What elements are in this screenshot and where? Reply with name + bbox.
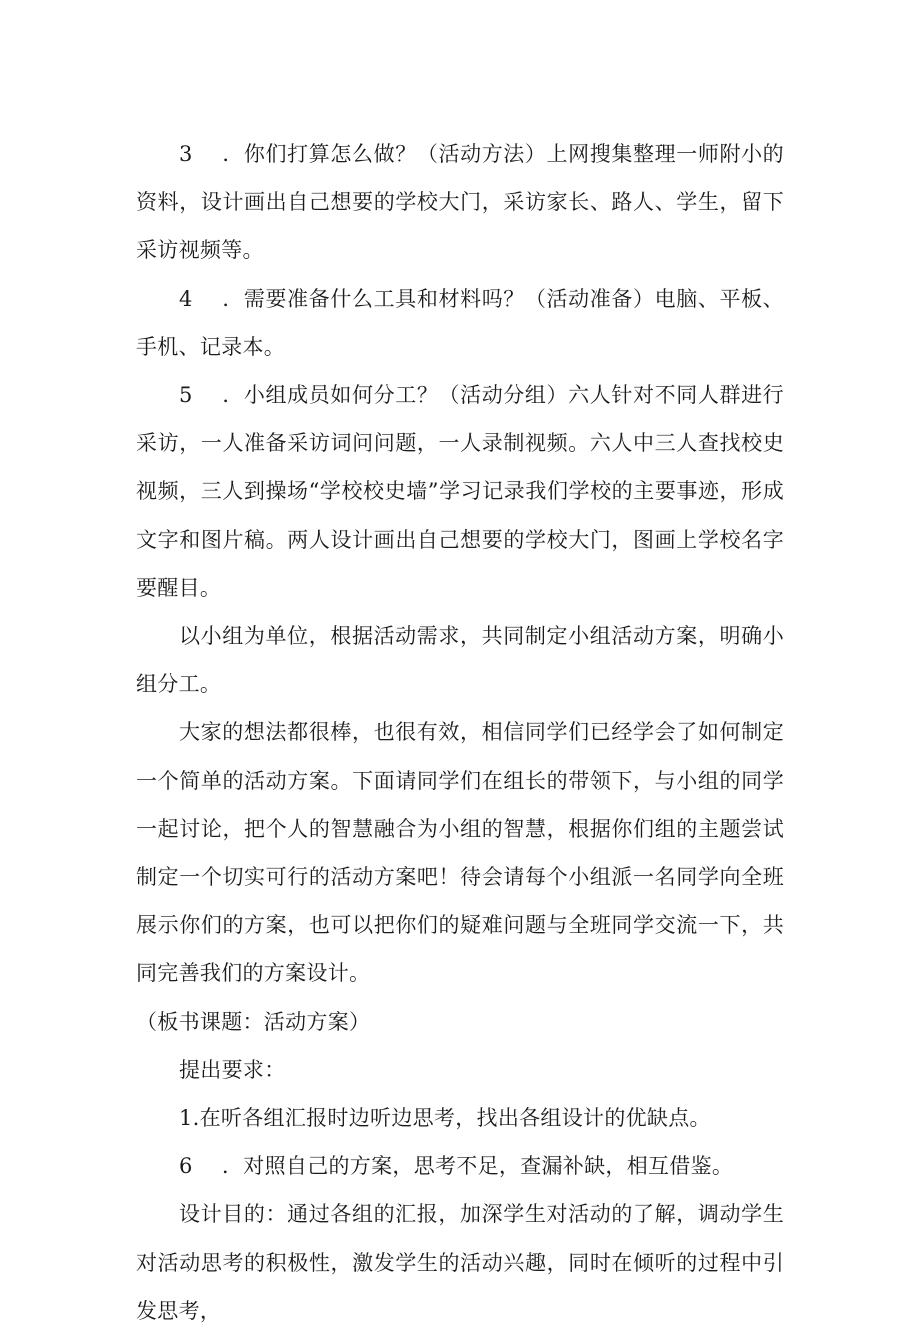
paragraph-requirement-6 <box>136 1142 784 1190</box>
paragraph-board-title: （板书课题：活动方案） <box>136 1009 371 1034</box>
paragraph-item-4 <box>136 275 784 371</box>
paragraph-item-5 <box>136 371 784 612</box>
paragraph-design-purpose: 设计目的：通过各组的汇报，加深学生对活动的了解，调动学生对活动思考的积极性，激发学生的活动兴趣，同时在倾听的过程中引发思考， <box>136 1202 784 1323</box>
item-number: 4 <box>179 286 193 311</box>
paragraph-text: ．对照自己的方案，思考不足，查漏补缺，相互借鉴。 <box>222 1154 734 1179</box>
paragraph-text: ．小组成员如何分工？（活动分组）六人针对不同人群进行采访，一人准备采访词问问题，一人录制视频。六人中三人查找校史视频，三人到操场“学校校史墙”学习记录我们学校的主要事迹，形成文字和图片稿。两人设计画出自己想要的学校大门，图画上学校名字要醒目。 <box>136 383 784 600</box>
document-page <box>136 130 784 1335</box>
paragraph-item-3 <box>136 130 784 275</box>
paragraph-requirement-1: 1.在听各组汇报时边听边思考，找出各组设计的优缺点。 <box>179 1106 711 1131</box>
paragraph-text: ．需要准备什么工具和材料吗？（活动准备）电脑、平板、手机、记录本。 <box>136 286 784 359</box>
paragraph-teacher-guidance: 大家的想法都很棒，也很有效，相信同学们已经学会了如何制定一个简单的活动方案。下面请同学们在组长的带领下，与小组的同学一起讨论，把个人的智慧融合为小组的智慧，根据你们组的主题尝试制定一个切实可行的活动方案吧！待会请每个小组派一名同学向全班展示你们的方案，也可以把你们的疑难问题与全班同学交流一下，共同完善我们的方案设计。 <box>136 720 784 986</box>
paragraph-requirements-heading: 提出要求： <box>179 1057 286 1082</box>
paragraph-text: ．你们打算怎么做？（活动方法）上网搜集整理一师附小的资料，设计画出自己想要的学校大门，采访家长、路人、学生，留下采访视频等。 <box>136 142 784 263</box>
paragraph-group-plan: 以小组为单位，根据活动需求，共同制定小组活动方案，明确小组分工。 <box>136 624 784 697</box>
item-number: 5 <box>179 383 193 408</box>
item-number: 6 <box>179 1154 193 1179</box>
item-number: 3 <box>179 142 193 166</box>
